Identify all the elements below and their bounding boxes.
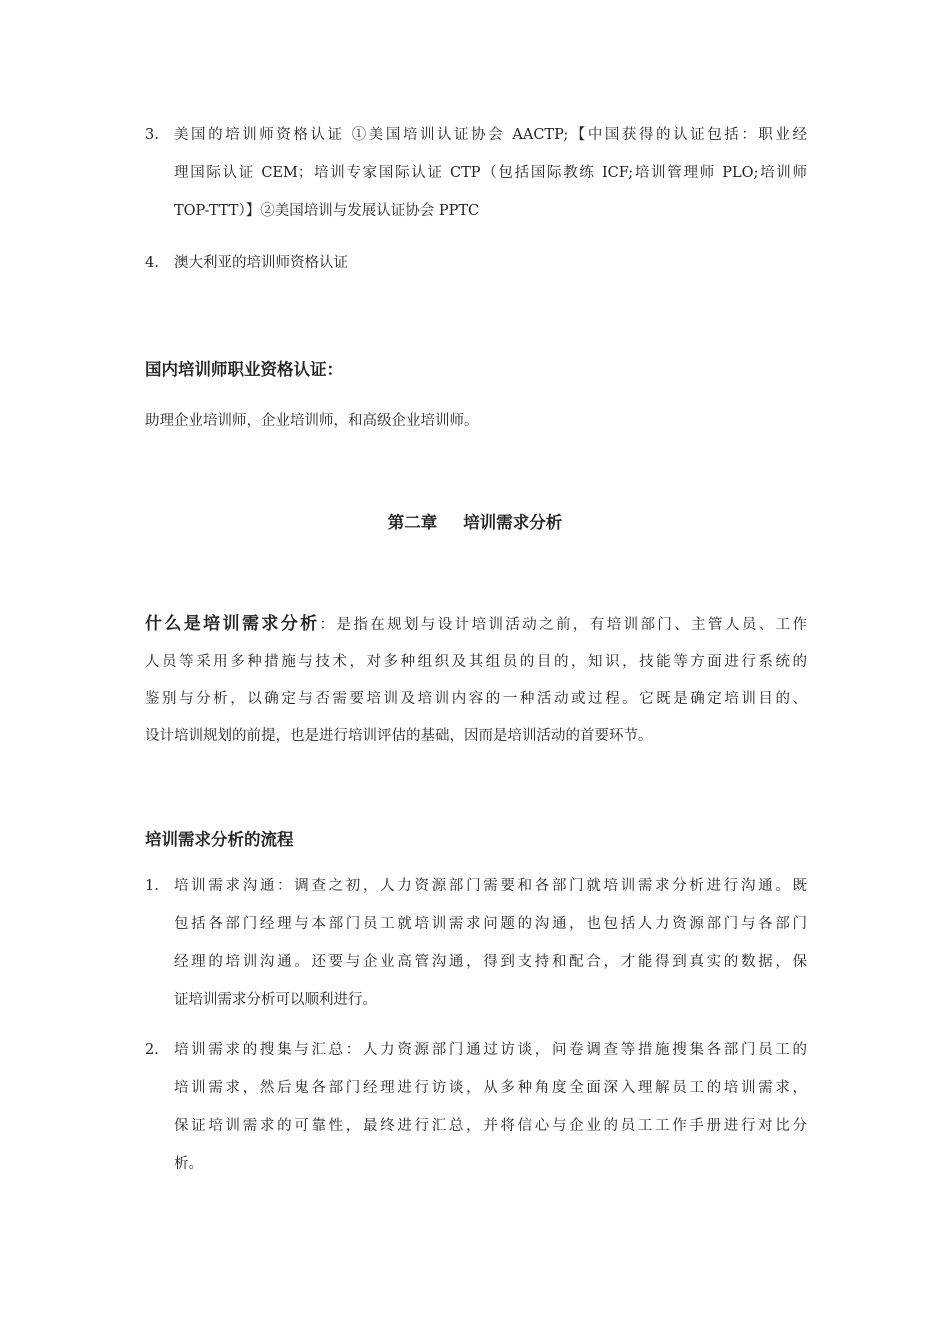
list-item xyxy=(145,117,807,237)
list-number: 4. xyxy=(145,255,159,271)
list-item xyxy=(145,1032,807,1192)
list-item xyxy=(145,868,807,1028)
list-line: 美国的培训师资格认证 ①美国培训认证协会 AACTP;【中国获得的认证包括：职业经 xyxy=(174,127,807,143)
definition-term: 什么是培训需求分析 xyxy=(145,614,320,634)
list-number: 2. xyxy=(145,1042,159,1058)
list-line: 澳大利亚的培训师资格认证 xyxy=(174,255,348,271)
domestic-heading: 国内培训师职业资格认证： xyxy=(145,360,343,379)
list-line: 析。 xyxy=(174,1156,203,1172)
list-line: 培训需求沟通：调查之初，人力资源部门需要和各部门就培训需求分析进行沟通。既 xyxy=(174,878,807,894)
list-number: 1. xyxy=(145,878,159,894)
process-heading: 培训需求分析的流程 xyxy=(145,830,294,849)
chapter-number: 第二章 xyxy=(387,513,438,532)
list-line: 培训需求的搜集与汇总：人力资源部门通过访谈，问卷调查等措施搜集各部门员工的 xyxy=(174,1042,807,1058)
definition-line: 人员等采用多种措施与技术，对多种组织及其组员的目的，知识，技能等方面进行系统的 xyxy=(145,654,807,670)
list-line: 理国际认证 CEM；培训专家国际认证 CTP（包括国际教练 ICF;培训管理师 PLO;培训师 xyxy=(174,165,807,181)
definition-colon: ： xyxy=(319,617,337,633)
list-line: 培训需求，然后鬼各部门经理进行访谈，从多种角度全面深入理解员工的培训需求， xyxy=(174,1080,807,1096)
list-line: 包括各部门经理与本部门员工就培训需求问题的沟通，也包括人力资源部门与各部门 xyxy=(174,916,807,932)
chapter-name: 培训需求分析 xyxy=(463,513,563,532)
definition-paragraph xyxy=(145,606,807,755)
list-number: 3. xyxy=(145,127,159,143)
domestic-text: 助理企业培训师，企业培训师，和高级企业培训师。 xyxy=(145,413,479,429)
definition-line: 鉴别与分析，以确定与否需要培训及培训内容的一种活动或过程。它既是确定培训目的、 xyxy=(145,691,807,707)
list-line: 证培训需求分析可以顺利进行。 xyxy=(174,992,377,1008)
list-line: 经理的培训沟通。还要与企业高管沟通，得到支持和配合，才能得到真实的数据，保 xyxy=(174,954,807,970)
list-line: 保证培训需求的可靠性，最终进行汇总，并将信心与企业的员工工作手册进行对比分 xyxy=(174,1118,807,1134)
list-line: TOP-TTT）】②美国培训与发展认证协会 PPTC xyxy=(174,203,480,219)
list-item xyxy=(145,245,807,285)
chapter-title xyxy=(0,509,950,533)
definition-line: 是指在规划与设计培训活动之前，有培训部门、主管人员、工作 xyxy=(336,617,808,633)
definition-line: 设计培训规划的前提，也是进行培训评估的基础，因而是培训活动的首要环节。 xyxy=(145,728,653,744)
